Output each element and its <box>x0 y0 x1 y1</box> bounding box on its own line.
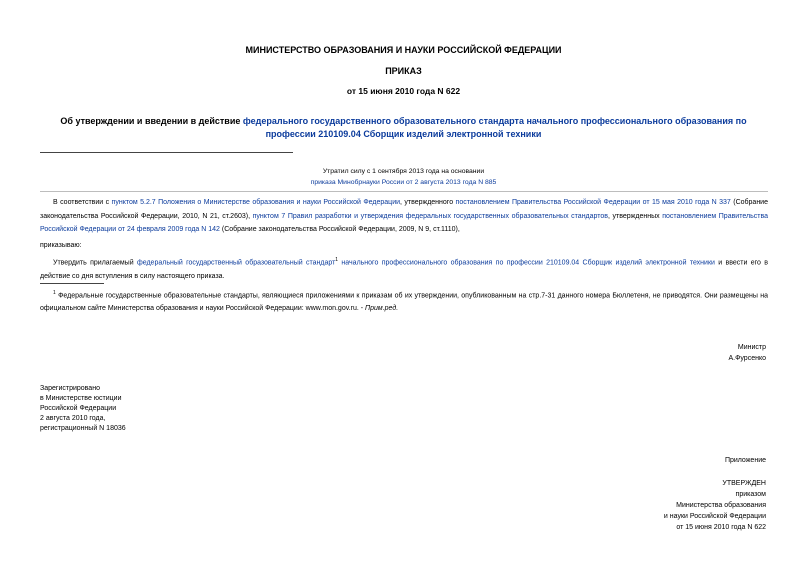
p1-text-mid1: , утвержденного <box>400 199 456 206</box>
p2-text-start: Утвердить прилагаемый <box>53 259 137 267</box>
appendix-approval-block <box>664 478 766 533</box>
p1-text-end: (Собрание законодательства Российской Федерации, 2009, N 9, ст.1110), <box>219 226 460 233</box>
p1-link-regulation[interactable]: пунктом 5.2.7 Положения о Министерстве образования и науки Российской Федерации <box>111 199 401 206</box>
registration-line3: Российской Федерации <box>40 405 117 412</box>
signature-name: А.Фурсенко <box>728 355 766 362</box>
title-prefix: Об утверждении и введении в действие <box>60 116 243 126</box>
doc-date-number: от 15 июня 2010 года N 622 <box>346 86 461 96</box>
title-separator <box>40 152 293 153</box>
footnote-editor-note: Прим.ред. <box>365 305 399 313</box>
registration-line2: в Министерстве юстиции <box>40 395 122 402</box>
status-line1: Утратил силу с 1 сентября 2013 года на основании <box>322 168 485 175</box>
paragraph-order <box>40 254 768 283</box>
appendix-approved: УТВЕРЖДЕН <box>722 480 766 487</box>
title-standard-link-line2[interactable]: профессии 210109.04 Сборщик изделий электронной техники <box>265 129 542 139</box>
signature-position: Министр <box>737 344 766 351</box>
status-separator <box>40 191 768 192</box>
p1-link-rules[interactable]: пунктом 7 Правил разработки и утверждения федеральных государственных образовательных стандартов <box>252 212 609 220</box>
status-repeal-link[interactable]: приказа Минобрнауки России от 2 августа 2013 года N 885 <box>310 179 497 186</box>
appendix-line2: Министерства образования <box>676 502 766 509</box>
doc-title <box>0 115 807 141</box>
p2-text-end: и ввести его в действие со дня вступления в силу настоящего приказа. <box>40 259 768 280</box>
footnote-separator <box>40 283 104 284</box>
registration-line5: регистрационный N 18036 <box>40 425 126 432</box>
footnote-text: Федеральные государственные образовательные стандарты, являющиеся приложениями к приказам об их утверждении, опубликованным на стр.7-31 данного номера Бюллетеня, не приводятся. Они размещены на официальном сайте Министерства образования и науки Российской Федерации: www.mon.gov.ru. - <box>40 292 768 313</box>
p2-link-standard[interactable]: федеральный государственный образовательный стандарт <box>136 259 336 267</box>
p2-link-profession[interactable]: начального профессионального образования по профессии 210109.04 Сборщик изделий электронной техники <box>338 259 715 267</box>
registration-line1: Зарегистрировано <box>40 385 100 392</box>
appendix-line1: приказом <box>735 491 766 498</box>
p1-link-resolution-142[interactable]: постановлением Правительства Российской Федерации от 24 февраля 2009 года N 142 <box>40 212 768 233</box>
footnote-mark: 1 <box>53 290 56 296</box>
footnote <box>40 287 768 315</box>
registration-block <box>40 384 126 434</box>
p1-link-resolution-337[interactable]: постановлением Правительства Российской Федерации от 15 мая 2010 года N 337 <box>455 199 731 206</box>
paragraph-preamble <box>40 196 768 237</box>
orders-word: приказываю: <box>40 242 82 249</box>
appendix-label: Приложение <box>724 457 766 464</box>
appendix-line4: от 15 июня 2010 года N 622 <box>676 524 766 531</box>
p1-text-mid3: , утвержденных <box>608 212 663 220</box>
registration-line4: 2 августа 2010 года, <box>40 415 106 422</box>
p1-text-start: В соответствии с <box>53 199 112 206</box>
p1-text-mid2: (Собрание законодательства Российской Федерации, 2010, N 21, ст.2603), <box>40 199 768 220</box>
ministry-heading: МИНИСТЕРСТВО ОБРАЗОВАНИЯ И НАУКИ РОССИЙСКОЙ ФЕДЕРАЦИИ <box>245 45 562 55</box>
title-standard-link-line1[interactable]: федерального государственного образовательного стандарта начального профессионального образования по <box>242 116 747 126</box>
p2-footnote-mark[interactable]: 1 <box>335 257 339 263</box>
appendix-line3: и науки Российской Федерации <box>663 513 766 520</box>
doc-type-heading: ПРИКАЗ <box>385 66 422 76</box>
signature-block <box>728 342 766 364</box>
